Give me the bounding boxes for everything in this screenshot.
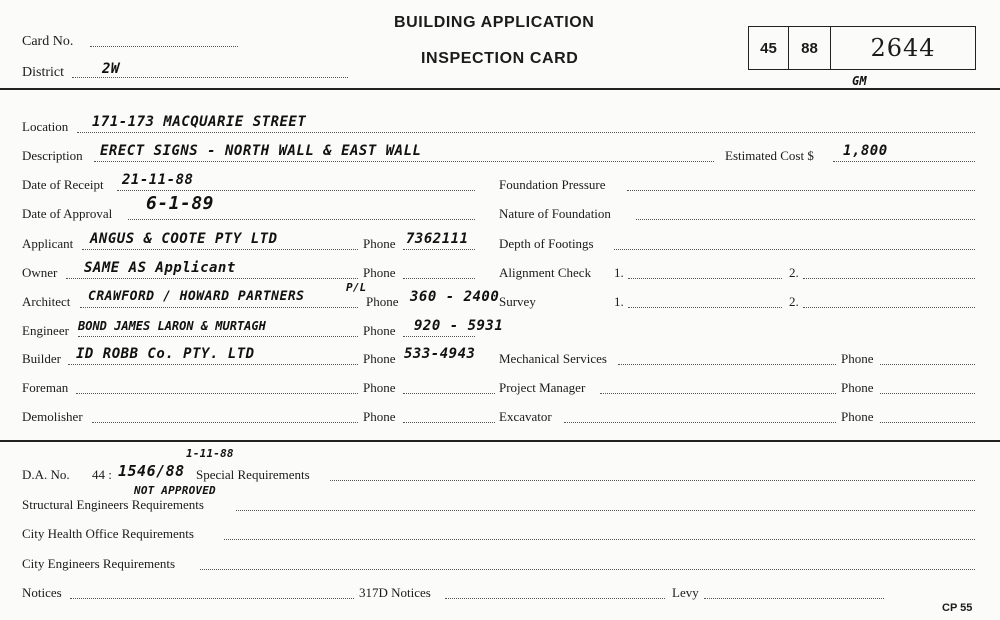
description-label: Description [22,148,83,163]
foreman-line [76,393,358,394]
notices-317d-line [445,598,665,599]
notices-label: Notices [22,585,62,600]
engineer-phone-value: 920 - 5931 [414,318,504,334]
excavator-phone-line [880,422,975,423]
engineer-label: Engineer [22,323,69,338]
health-line [224,539,975,540]
demolisher-phone-line [403,422,495,423]
da-label: D.A. No. [22,467,70,482]
owner-phone-label: Phone [363,265,396,280]
applicant-value: ANGUS & COOTE PTY LTD [90,231,278,247]
demolisher-line [92,422,358,423]
foreman-phone-line [403,393,495,394]
excavator-line [564,422,836,423]
foundation-pressure-label: Foundation Pressure [499,177,606,192]
engineer-phone-label: Phone [363,323,396,338]
form-code: CP 55 [942,602,973,614]
special-requirements-line [330,480,975,481]
card-no-line [90,46,238,47]
engineer-value: BOND JAMES LARON & MURTAGH [78,319,266,333]
requirements-divider [0,440,1000,442]
alignment-item-2: 2. [789,265,799,280]
mechanical-phone-label: Phone [841,351,874,366]
date-receipt-value: 21-11-88 [122,172,194,188]
excavator-label: Excavator [499,409,552,424]
demolisher-label: Demolisher [22,409,83,424]
estimated-cost-label: Estimated Cost $ [725,148,814,163]
da-note: NOT APPROVED [134,484,216,497]
applicant-line [82,249,358,250]
alignment-line-2 [803,278,975,279]
date-receipt-line [117,190,475,191]
card-no-label: Card No. [22,34,74,49]
initials: GM [852,74,867,88]
structural-label: Structural Engineers Requirements [22,497,204,512]
foundation-pressure-line [627,190,975,191]
alignment-line-1 [628,278,782,279]
survey-line-1 [628,307,782,308]
applicant-label: Applicant [22,236,74,251]
depth-footings-line [614,249,975,250]
mechanical-phone-line [880,364,975,365]
estimated-cost-value: 1,800 [843,143,888,159]
owner-line [66,278,358,279]
district-line [72,77,348,78]
date-approval-label: Date of Approval [22,206,113,221]
box-year-prefix: 45 [749,27,789,69]
card-number-box [748,26,976,70]
foreman-phone-label: Phone [363,380,396,395]
levy-label: Levy [672,585,699,600]
da-prefix: 44 : [92,467,112,482]
description-line [94,161,714,162]
box-year: 88 [789,27,831,69]
district-value: 2W [102,61,120,77]
notices-317d-label: 317D Notices [359,585,431,600]
owner-value: SAME AS Applicant [84,260,236,276]
builder-phone-value: 533-4943 [404,346,476,362]
notices-line [70,598,354,599]
form-title-line2: INSPECTION CARD [421,50,579,67]
health-label: City Health Office Requirements [22,526,194,541]
engineer-line [78,336,358,337]
project-manager-phone-label: Phone [841,380,874,395]
foreman-label: Foreman [22,380,69,395]
date-receipt-label: Date of Receipt [22,177,104,192]
nature-foundation-line [636,219,975,220]
form-title-line1: BUILDING APPLICATION [394,14,595,31]
architect-phone-value: 360 - 2400 [410,289,500,305]
demolisher-phone-label: Phone [363,409,396,424]
project-manager-line [600,393,836,394]
date-approval-line [128,219,475,220]
applicant-phone-line [403,249,475,250]
description-value: ERECT SIGNS - NORTH WALL & EAST WALL [100,143,422,159]
applicant-phone-label: Phone [363,236,396,251]
card-number: 2644 [870,34,936,62]
structural-line [236,510,975,511]
da-value: 1546/88 [118,462,185,480]
architect-suffix: P/L [346,281,367,294]
location-value: 171-173 MACQUARIE STREET [92,114,307,130]
excavator-phone-label: Phone [841,409,874,424]
owner-phone-line [403,278,475,279]
architect-label: Architect [22,294,71,309]
location-line [77,132,975,133]
district-label: District [22,65,64,80]
builder-line [68,364,358,365]
survey-label: Survey [499,294,536,309]
survey-line-2 [803,307,975,308]
engineer-phone-line [403,336,475,337]
architect-phone-label: Phone [366,294,399,309]
special-requirements-label: Special Requirements [196,467,310,482]
location-label: Location [22,119,69,134]
architect-line [80,307,358,308]
architect-value: CRAWFORD / HOWARD PARTNERS [88,289,305,304]
depth-footings-label: Depth of Footings [499,236,594,251]
mechanical-line [618,364,836,365]
builder-phone-label: Phone [363,351,396,366]
nature-foundation-label: Nature of Foundation [499,206,611,221]
survey-item-1: 1. [614,294,624,309]
da-date: 1-11-88 [186,447,234,460]
alignment-item-1: 1. [614,265,624,280]
city-engineers-line [200,569,975,570]
builder-value: ID ROBB Co. PTY. LTD [76,346,255,362]
mechanical-label: Mechanical Services [499,351,607,366]
levy-line [704,598,884,599]
project-manager-label: Project Manager [499,380,586,395]
alignment-check-label: Alignment Check [499,265,592,280]
estimated-cost-line [833,161,975,162]
builder-label: Builder [22,351,61,366]
owner-label: Owner [22,265,58,280]
project-manager-phone-line [880,393,975,394]
survey-item-2: 2. [789,294,799,309]
header-divider [0,88,1000,90]
city-engineers-label: City Engineers Requirements [22,556,176,571]
date-approval-value: 6-1-89 [146,193,215,214]
applicant-phone-value: 7362111 [406,231,469,247]
